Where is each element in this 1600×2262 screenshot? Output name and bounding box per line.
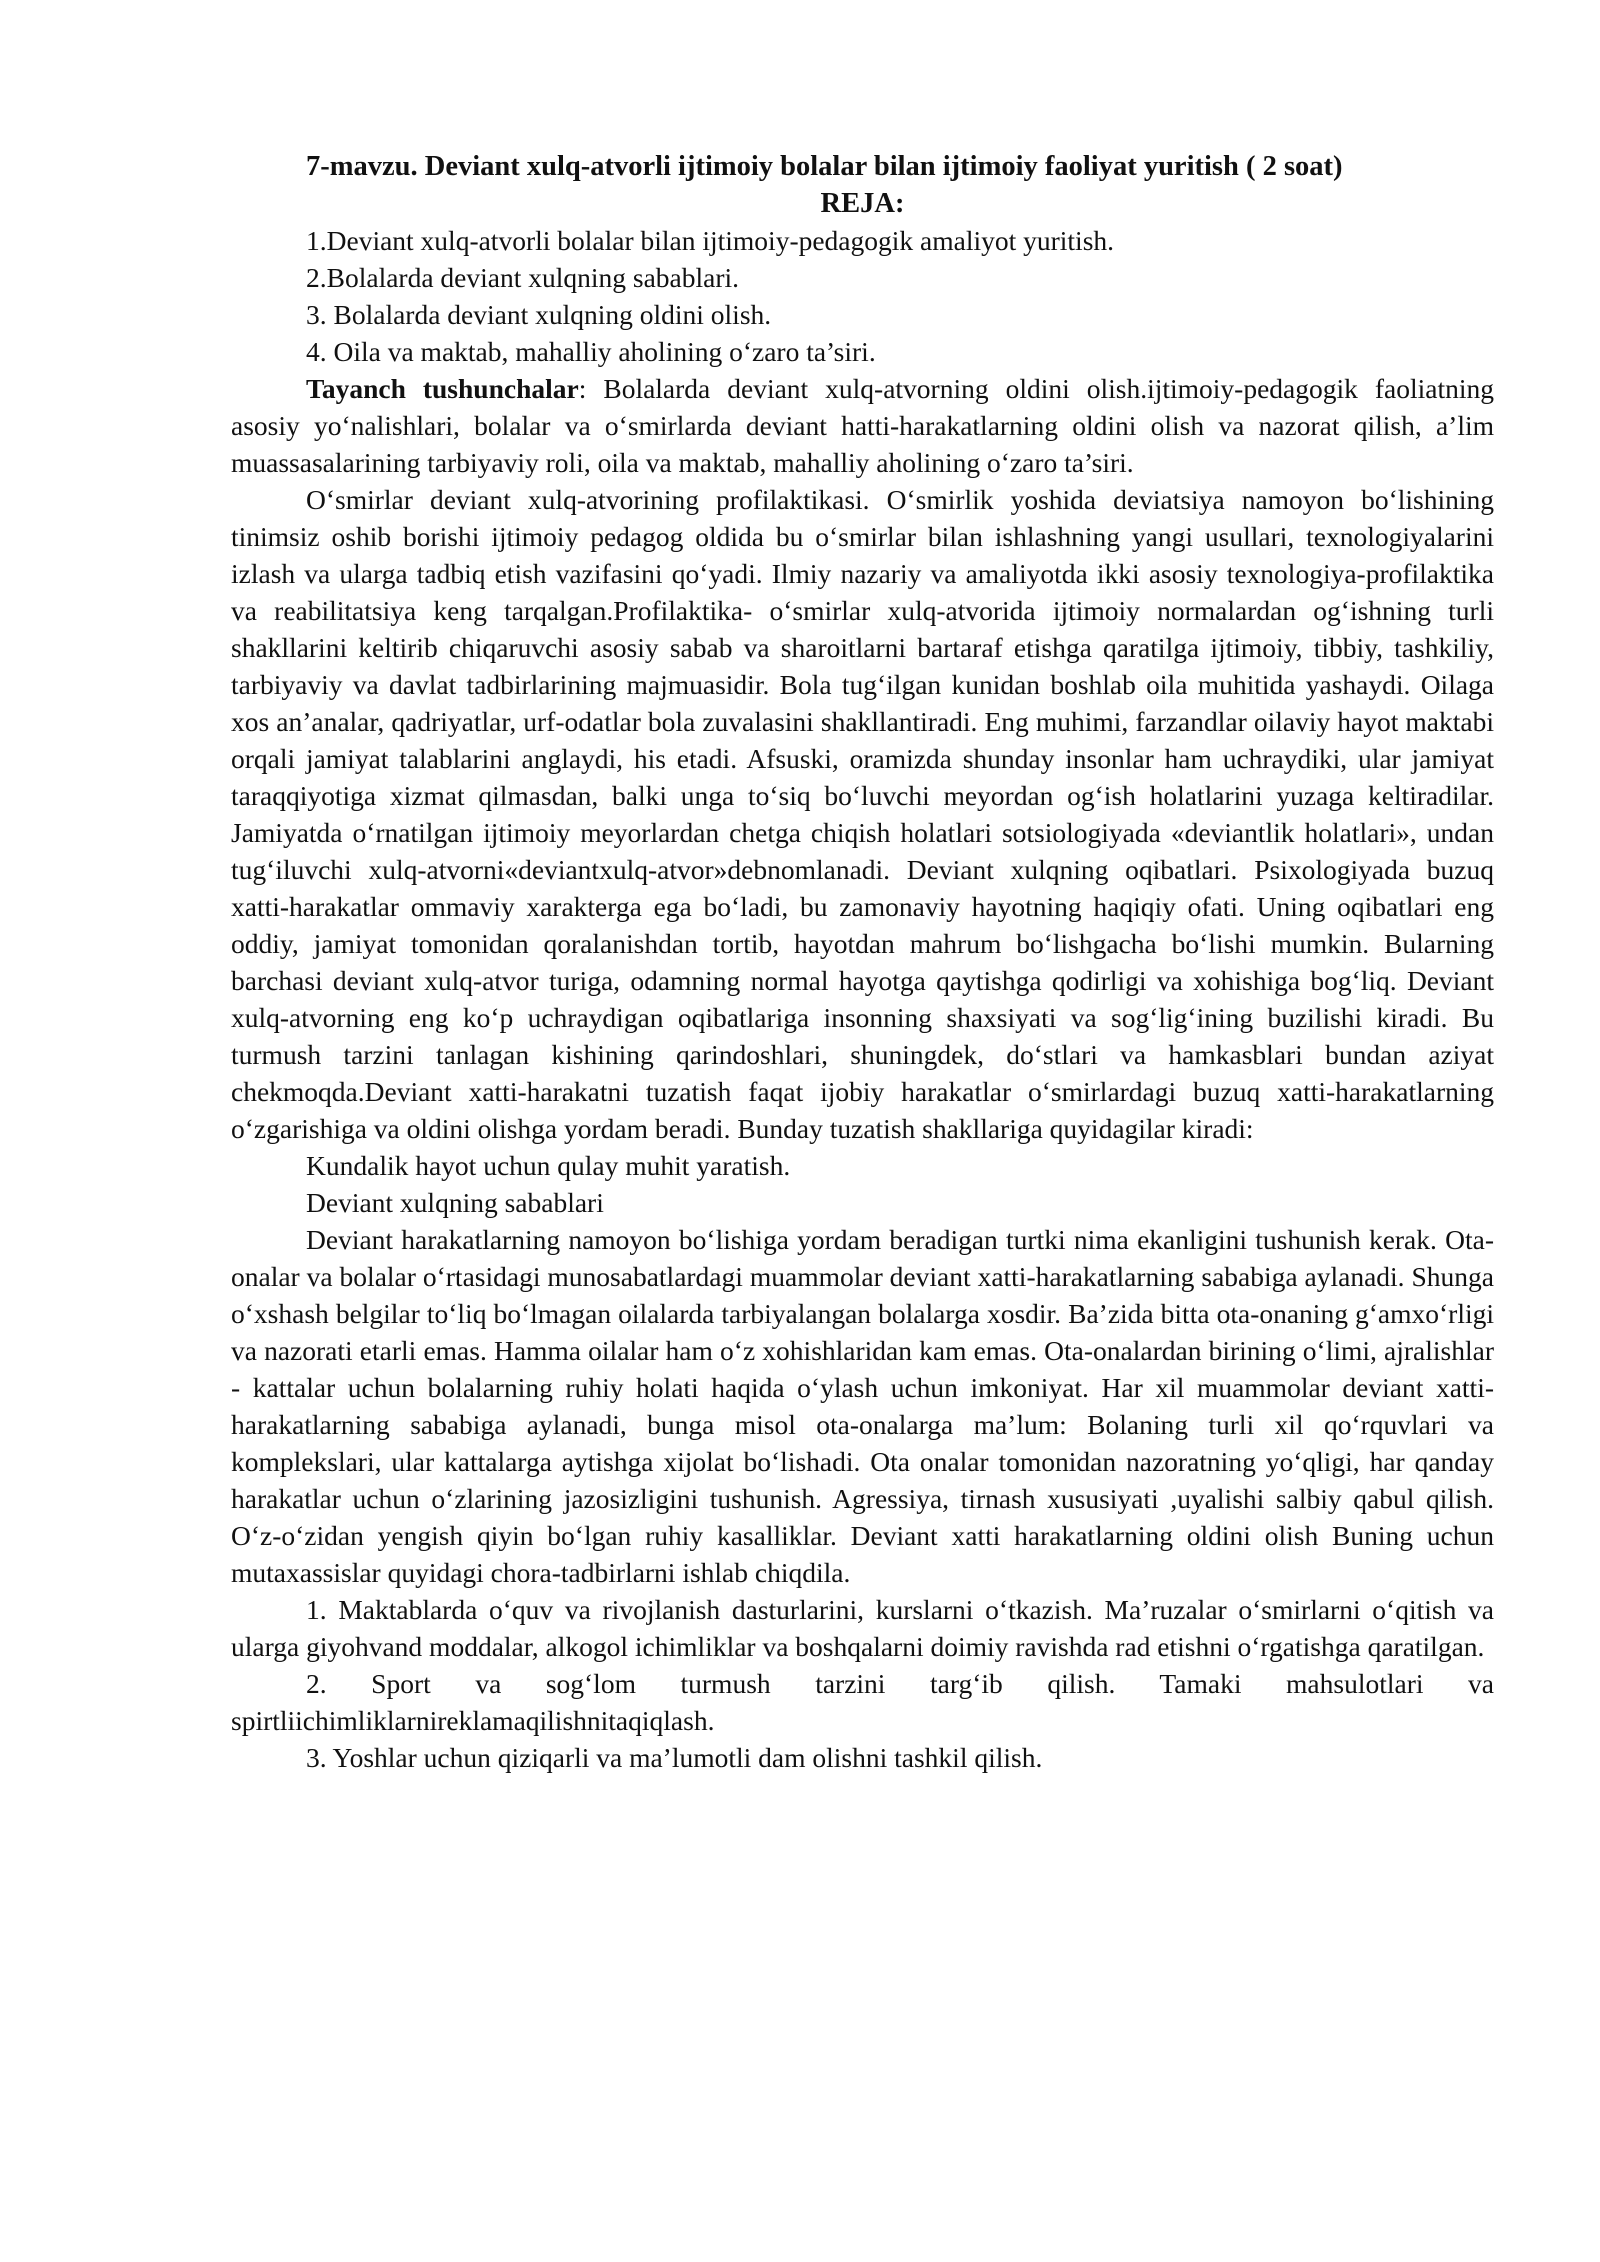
plan-item: 4. Oila va maktab, mahalliy aholining o‘zaro ta’siri. <box>306 336 876 367</box>
document-title: 7-mavzu. Deviant xulq-atvorli ijtimoiy bolalar bilan ijtimoiy faoliyat yuritish ( 2 soat) <box>306 151 1343 182</box>
plan-item: 2.Bolalarda deviant xulqning sabablari. <box>306 262 740 293</box>
list-item: 3. Yoshlar uchun qiziqarli va ma’lumotli dam olishni tashkil qilish. <box>306 1742 1043 1773</box>
key-terms-paragraph <box>231 370 1494 481</box>
body-line: Kundalik hayot uchun qulay muhit yaratish. <box>306 1150 791 1181</box>
body-paragraph: O‘smirlar deviant xulq-atvorining profilaktikasi. O‘smirlik yoshida deviatsiya namoyon bo‘lishining tinimsiz oshib borishi ijtimoiy pedagog oldida bu o‘smirlar bilan ishlashning yangi usullari, texnologiyalarini izlash va ularga tadbiq etish vazifasini qo‘yadi. Ilmiy nazariy va amaliyotda ikki asosiy texnologiya-profilaktika va reabilitatsiya keng tarqalgan.Profilaktika- o‘smirlar xulq-atvorida ijtimoiy normalardan og‘ishning turli shakllarini keltirib chiqaruvchi asosiy sabab va sharoitlarni bartaraf etishga qaratilga ijtimoiy, tibbiy, tashkiliy, tarbiyaviy va davlat tadbirlarining majmuasidir. Bola tug‘ilgan kunidan boshlab oila muhitida yashaydi. Oilaga xos an’analar, qadriyatlar, urf-odatlar bola zuvalasini shakllantiradi. Eng muhimi, farzandlar oilaviy hayot maktabi orqali jamiyat talablarini anglaydi, his etadi. Afsuski, oramizda shunday insonlar ham uchraydiki, ular jamiyat taraqqiyotiga xizmat qilmasdan, balki unga to‘siq bo‘luvchi meyordan og‘ish holatlarini yuzaga keltiradilar. Jamiyatda o‘rnatilgan ijtimoiy meyorlardan chetga chiqish holatlari sotsiologiyada «deviantlik holatlari», undan tug‘iluvchi xulq-atvorni«deviantxulq-atvor»debnomlanadi. Deviant xulqning oqibatlari. Psixologiyada buzuq xatti-harakatlar ommaviy xarakterga ega bo‘ladi, bu zamonaviy hayotning haqiqiy ofati. Uning oqibatlari eng oddiy, jamiyat tomonidan qoralanishdan tortib, hayotdan mahrum bo‘lishgacha bo‘lishi mumkin. Bularning barchasi deviant xulq-atvor turiga, odamning normal hayotga qaytishga qodirligi va xohishiga bog‘liq. Deviant xulq-atvorning eng ko‘p uchraydigan oqibatlariga insonning shaxsiyati va sog‘lig‘ining buzilishi kiradi. Bu turmush tarzini tanlagan kishining qarindoshlari, shuningdek, do‘stlari va hamkasblari bundan aziyat chekmoqda.Deviant xatti-harakatni tuzatish faqat ijobiy harakatlar o‘smirlardagi buzuq xatti-harakatlarning o‘zgarishiga va oldini olishga yordam beradi. Bunday tuzatish shakllariga quyidagilar kiradi: <box>231 484 1494 1144</box>
key-terms-label: Tayanch tushunchalar <box>306 373 579 404</box>
plan-heading: REJA: <box>820 188 905 219</box>
plan-item: 1.Deviant xulq-atvorli bolalar bilan ijtimoiy-pedagogik amaliyot yuritish. <box>306 225 1115 256</box>
list-item: 2. Sport va sog‘lom turmush tarzini targ‘ib qilish. Tamaki mahsulotlari va spirtliichimliklarnireklamaqilishnitaqiqlash. <box>231 1668 1494 1736</box>
list-item: 1. Maktablarda o‘quv va rivojlanish dasturlarini, kurslarni o‘tkazish. Ma’ruzalar o‘smirlarni o‘qitish va ularga giyohvand moddalar, alkogol ichimliklar va boshqalarni doimiy ravishda rad etishni o‘rgatishga qaratilgan. <box>231 1594 1494 1662</box>
plan-item: 3. Bolalarda deviant xulqning oldini olish. <box>306 299 772 330</box>
body-paragraph: Deviant harakatlarning namoyon bo‘lishiga yordam beradigan turtki nima ekanligini tushunish kerak. Ota-onalar va bolalar o‘rtasidagi munosabatlardagi muammolar deviant xatti-harakatlarning sababiga aylanadi. Shunga o‘xshash belgilar to‘liq bo‘lmagan oilalarda tarbiyalangan bolalarga xosdir. Ba’zida bitta ota-onaning g‘amxo‘rligi va nazorati etarli emas. Hamma oilalar ham o‘z xohishlaridan kam emas. Ota-onalardan birining o‘limi, ajralishlar - kattalar uchun bolalarning ruhiy holati haqida o‘ylash uchun imkoniyat. Har xil muammolar deviant xatti-harakatlarning sababiga aylanadi, bunga misol ota-onalarga ma’lum: Bolaning turli xil qo‘rquvlari va komplekslari, ular kattalarga aytishga xijolat bo‘lishadi. Ota onalar tomonidan nazoratning yo‘qligi, har qanday harakatlar uchun o‘zlarining jazosizligini tushunish. Agressiya, tirnash xususiyati ,uyalishi salbiy qabul qilish. O‘z-o‘zidan yengish qiyin bo‘lgan ruhiy kasalliklar. Deviant xatti harakatlarning oldini olish Buning uchun mutaxassislar quyidagi chora-tadbirlarni ishlab chiqdila. <box>231 1224 1494 1588</box>
key-terms-text: : Bolalarda deviant xulq-atvorning oldini olish.ijtimoiy-pedagogik faoliatning asosiy yo‘nalishlari, bolalar va o‘smirlarda deviant hatti-harakatlarning oldini olish va nazorat qilish, a’lim muassasalarining tarbiyaviy roli, oila va maktab, mahalliy aholining o‘zaro ta’siri. <box>231 373 1494 478</box>
section-heading: Deviant xulqning sabablari <box>306 1187 604 1218</box>
document-page <box>231 148 1494 1776</box>
